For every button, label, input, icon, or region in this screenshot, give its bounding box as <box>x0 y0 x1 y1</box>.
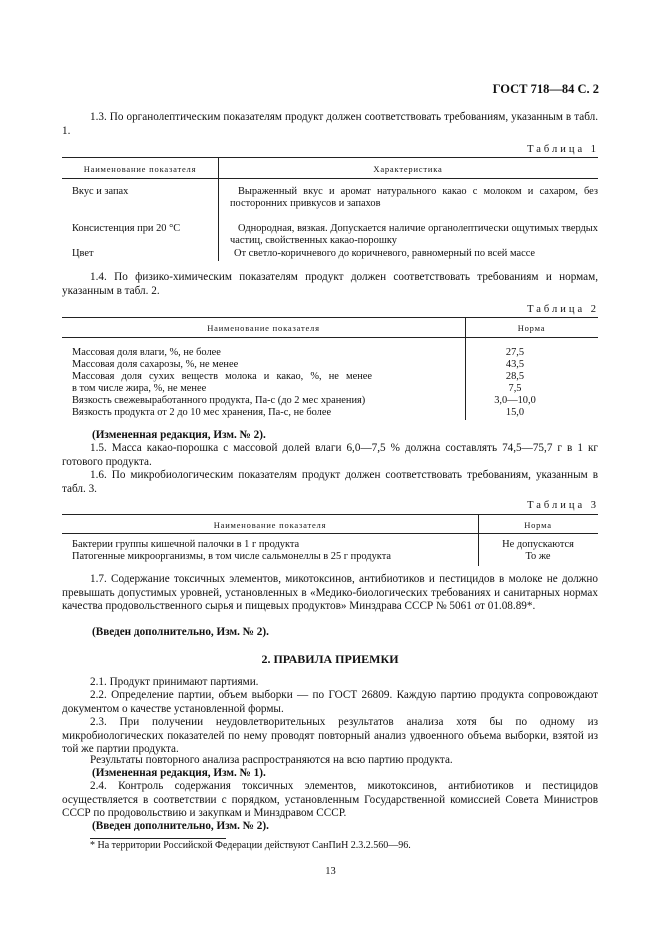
table-1-top-rule <box>62 157 598 158</box>
table-2-row-value: 27,5 <box>505 347 525 358</box>
table-2-header-name: Наименование показателя <box>207 323 320 333</box>
table-3-caption: Таблица 3 <box>527 500 599 511</box>
edit-note: (Измененная редакция, Изм. № 2). <box>92 429 266 441</box>
table-1-header-rule <box>62 178 598 179</box>
table-1-row-name: Вкус и запах <box>72 186 129 197</box>
table-3-header-name: Наименование показателя <box>213 520 327 530</box>
table-2-row-value: 7,5 <box>508 383 522 394</box>
table-1-header-value: Характеристика <box>373 164 443 174</box>
table-1-header-name: Наименование показателя <box>83 164 197 174</box>
table-3-header-rule <box>62 533 598 534</box>
table-2-header-value: Норма <box>517 323 546 333</box>
table-1-row-value: От светло-коричневого до коричневого, равномерный по всей массе <box>234 248 536 259</box>
table-1-divider <box>218 157 219 261</box>
table-2-row-name: Вязкость продукта от 2 до 10 мес хранения, Па-с, не более <box>72 407 332 418</box>
paragraph-1-4: 1.4. По физико-химическим показателям продукт должен соответствовать требованиям и нормам, указанным в табл. 2. <box>62 271 598 297</box>
edit-note: (Измененная редакция, Изм. № 1). <box>92 767 266 779</box>
table-1-row-value: Однородная, вязкая. Допускается наличие органолептически ощутимых твердых частиц, свойственных какао-порошку <box>230 223 598 246</box>
table-1-row-value: Выраженный вкус и аромат натурального какао с молоком и сахаром, без посторонних привкусов и запахов <box>230 186 598 209</box>
table-2-row-name: Массовая доля сухих веществ молока и какао, %, не менее <box>72 371 372 382</box>
table-2-row-name: Массовая доля сахарозы, %, не менее <box>72 359 239 370</box>
footnote: * На территории Российской Федерации действуют СанПиН 2.3.2.560—96. <box>90 840 411 851</box>
paragraph-1-6: 1.6. По микробиологическим показателям продукт должен соответствовать требованиям, указанным в табл. 3. <box>62 469 598 495</box>
added-note: (Введен дополнительно, Изм. № 2). <box>92 626 269 638</box>
table-3-top-rule <box>62 514 598 515</box>
paragraph-2-2: 2.2. Определение партии, объем выборки — по ГОСТ 26809. Каждую партию продукта сопровождают документом о качестве установленной формы. <box>62 689 598 715</box>
section-title: 2. ПРАВИЛА ПРИЕМКИ <box>261 652 399 666</box>
table-2-header-rule <box>62 337 598 338</box>
table-3-row-value: Не допускаются <box>502 539 574 550</box>
paragraph-2-3-result: Результаты повторного анализа распространяются на всю партию продукта. <box>90 754 453 766</box>
table-1-caption: Таблица 1 <box>527 144 599 155</box>
paragraph-2-1: 2.1. Продукт принимают партиями. <box>90 676 259 688</box>
table-1-row-name: Цвет <box>72 248 94 259</box>
table-2-row-value: 28,5 <box>505 371 525 382</box>
table-2-row-name: Массовая доля влаги, %, не более <box>72 347 221 358</box>
added-note: (Введен дополнительно, Изм. № 2). <box>92 820 269 832</box>
table-3-row-name: Патогенные микроорганизмы, в том числе сальмонеллы в 25 г продукта <box>72 551 391 562</box>
paragraph-1-5: 1.5. Масса какао-порошка с массовой долей влаги 6,0—7,5 % должна составлять 74,5—75,7 г в 1 кг готового продукта. <box>62 442 598 468</box>
paragraph-1-3: 1.3. По органолептическим показателям продукт должен соответствовать требованиям, указанным в табл. 1. <box>62 111 598 137</box>
table-3-row-name: Бактерии группы кишечной палочки в 1 г продукта <box>72 539 300 550</box>
paragraph-2-3: 2.3. При получении неудовлетворительных результатов анализа хотя бы по одному из микробиологических показателей по нему проводят повторный анализ удвоенного объема выборки, взятой из той же партии продукта. <box>62 716 598 756</box>
table-2-top-rule <box>62 317 598 318</box>
footnote-rule <box>90 838 226 839</box>
table-3-header-value: Норма <box>524 520 552 530</box>
paragraph-2-4: 2.4. Контроль содержания токсичных элементов, микотоксинов, антибиотиков и пестицидов осуществляется в соответствии с порядком, установленным Государственной комиссией Совета Министров СССР по продовольствию и закупкам и Минздравом СССР. <box>62 780 598 820</box>
table-2-caption: Таблица 2 <box>527 304 599 315</box>
table-2-row-value: 3,0—10,0 <box>494 395 536 406</box>
page-header: ГОСТ 718—84 С. 2 <box>492 82 599 96</box>
table-2-row-value: 43,5 <box>505 359 525 370</box>
table-2-row-value: 15,0 <box>505 407 525 418</box>
table-2-row-name: в том числе жира, %, не менее <box>72 383 207 394</box>
page-number: 13 <box>325 866 336 877</box>
table-1-row-name: Консистенция при 20 °С <box>72 223 181 234</box>
table-3-row-value: То же <box>525 551 551 562</box>
table-2-row-name: Вязкость свежевыработанного продукта, Па-с (до 2 мес хранения) <box>72 395 366 406</box>
paragraph-1-7: 1.7. Содержание токсичных элементов, микотоксинов, антибиотиков и пестицидов в молоке не должно превышать допустимых уровней, установленных в «Медико-биологических требованиях и санитарных нормах качества продовольственного сырья и пищевых продуктов» Минздрава СССР № 5061 от 01.08.89*. <box>62 573 598 613</box>
